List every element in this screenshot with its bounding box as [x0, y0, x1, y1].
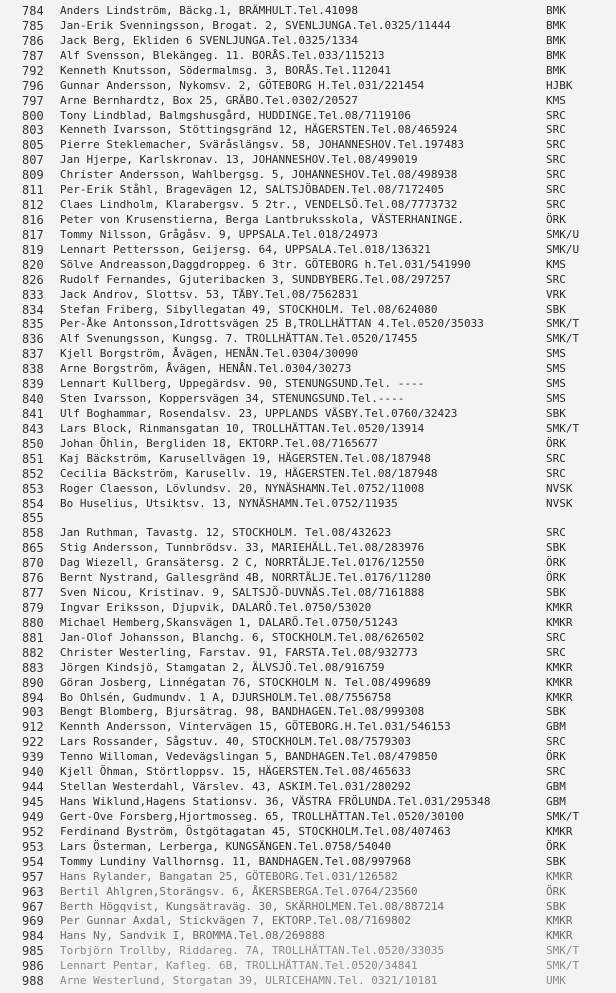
- club-code: GBM: [546, 720, 566, 734]
- member-number: 957: [22, 869, 44, 884]
- member-row: [0, 496, 616, 512]
- club-code: SMS: [546, 392, 566, 405]
- club-code: GBM: [546, 795, 566, 808]
- member-number: 854: [22, 496, 44, 511]
- member-number: 792: [22, 63, 44, 78]
- club-code: SMK/T: [546, 421, 580, 435]
- club-code: SMK/U: [546, 242, 580, 256]
- member-details: Sölve Andreasson,Daggdroppeg. 6 3tr. GÖTEBORG h.Tel.031/541990: [60, 257, 471, 271]
- member-details: Jack Berg, Ekliden 6 SVENLJUNGA.Tel.0325/1334: [60, 33, 359, 47]
- member-details: Claes Lindholm, Klarabergsv. 5 2tr., VENDELSÖ.Tel.08/7773732: [60, 198, 458, 211]
- member-details: Lars Block, Rinmansgatan 10, TROLLHÄTTAN.Tel.0520/13914: [60, 421, 425, 435]
- member-number: 870: [22, 556, 44, 571]
- member-row: [0, 540, 616, 556]
- member-number: 819: [22, 242, 44, 257]
- member-details: Peter von Krusenstierna, Berga Lantbruksskola, VÄSTERHANINGE.: [60, 212, 464, 226]
- member-row: [0, 451, 616, 467]
- member-row: [0, 585, 616, 601]
- member-details: Arne Borgström, Åvägen, HENÅN.Tel.0304/30273: [60, 362, 352, 376]
- member-row: [0, 854, 616, 870]
- club-code: SBK: [546, 854, 566, 868]
- member-row: [0, 973, 616, 989]
- member-details: Alf Svenungsson, Kungsg. 7. TROLLHÄTTAN.Tel.0520/17455: [60, 332, 418, 346]
- member-number: 876: [22, 571, 44, 586]
- member-number: 952: [22, 824, 44, 839]
- club-code: SMK/U: [546, 227, 580, 241]
- member-row: [0, 690, 616, 706]
- member-details: Stefan Friberg, Sibyllegatan 49, STOCKHOLM. Tel.08/624080: [60, 302, 438, 316]
- member-details: Bernt Nystrand, Gallesgränd 4B, NORRTÄLJE.Tel.0176/11280: [60, 571, 431, 585]
- member-row: [0, 660, 616, 676]
- club-code: KMKR: [546, 675, 573, 689]
- member-number: 858: [22, 526, 44, 541]
- club-code: SBK: [546, 586, 566, 599]
- member-row: [0, 212, 616, 228]
- member-details: Tenno Willoman, Vedevägslingan 5, BANDHAGEN.Tel.08/479850: [60, 750, 438, 764]
- member-row: [0, 869, 616, 885]
- club-code: SMS: [546, 377, 566, 391]
- member-number: 986: [22, 959, 44, 974]
- member-details: Stellan Westerdahl, Värslev. 43, ASKIM.Tel.031/280292: [60, 780, 411, 794]
- member-row: [0, 316, 616, 332]
- member-number: 855: [22, 511, 44, 526]
- member-row: [0, 391, 616, 407]
- club-code: SRC: [546, 108, 566, 122]
- club-code: SRC: [546, 451, 566, 465]
- member-number: 949: [22, 809, 44, 824]
- member-row: [0, 734, 616, 750]
- member-details: Bengt Blomberg, Bjursätrag. 98, BANDHAGEN.Tel.08/999308: [60, 705, 425, 719]
- club-code: SRC: [546, 168, 566, 182]
- member-row: [0, 33, 616, 49]
- member-details: Gert-Ove Forsberg,Hjortmosseg. 65, TROLLHÄTTAN.Tel.0520/30100: [60, 809, 464, 823]
- member-number: 883: [22, 660, 44, 675]
- member-row: [0, 779, 616, 795]
- member-row: [0, 93, 616, 109]
- club-code: SMK/T: [546, 317, 580, 331]
- member-row: [0, 719, 616, 735]
- member-details: Hans Wiklund,Hagens Stationsv. 36, VÄSTRA FRÖLUNDA.Tel.031/295348: [60, 795, 491, 808]
- member-number: 809: [22, 168, 44, 183]
- member-row: [0, 794, 616, 810]
- club-code: KMKR: [546, 869, 573, 883]
- member-number: 785: [22, 18, 44, 33]
- member-row: [0, 749, 616, 765]
- club-code: KMKR: [546, 690, 573, 704]
- member-number: 903: [22, 705, 44, 720]
- member-number: 953: [22, 839, 44, 854]
- member-details: Kenneth Ivarsson, Stöttingsgränd 12, HÄGERSTEN.Tel.08/465924: [60, 123, 458, 137]
- member-row: [0, 78, 616, 94]
- member-row: [0, 839, 616, 855]
- member-number: 882: [22, 645, 44, 660]
- club-code: KMKR: [546, 929, 573, 943]
- member-number: 879: [22, 601, 44, 615]
- member-row: [0, 481, 616, 497]
- member-row: [0, 346, 616, 362]
- member-details: Lennart Pettersson, Geijersg. 64, UPPSALA.Tel.018/136321: [60, 242, 431, 256]
- member-number: 786: [22, 33, 44, 48]
- member-number: 922: [22, 735, 44, 750]
- member-row: [0, 884, 616, 900]
- member-row: [0, 242, 616, 258]
- member-number: 805: [22, 138, 44, 153]
- member-row: [0, 704, 616, 720]
- club-code: KMS: [546, 257, 566, 271]
- club-code: SMK/T: [546, 809, 580, 823]
- member-details: Sven Nicou, Kristinav. 9, SALTSJÖ-DUVNÄS.Tel.08/7161888: [60, 586, 425, 599]
- club-code: NVSK: [546, 496, 573, 510]
- member-details: Arne Westerlund, Storgatan 39, ULRICEHAMN.Tel. 0321/10181: [60, 974, 438, 988]
- member-details: Berth Högqvist, Kungsätraväg. 30, SKÄRHOLMEN.Tel.08/887214: [60, 899, 445, 913]
- club-code: SRC: [546, 735, 566, 749]
- club-code: ÖRK: [546, 750, 566, 764]
- member-row: [0, 63, 616, 79]
- member-number: 940: [22, 765, 44, 780]
- member-number: 944: [22, 780, 44, 795]
- member-details: Jan Ruthman, Tavastg. 12, STOCKHOLM. Tel.08/432623: [60, 526, 392, 540]
- member-row: [0, 257, 616, 273]
- member-row: [0, 809, 616, 825]
- club-code: SMS: [546, 362, 566, 376]
- member-details: Kaj Bäckström, Karusellvägen 19, HÄGERSTEN.Tel.08/187948: [60, 451, 431, 465]
- member-number: 841: [22, 407, 44, 421]
- member-row: [0, 287, 616, 303]
- club-code: SRC: [546, 272, 566, 286]
- member-details: Jan Hjerpe, Karlskronav. 13, JOHANNESHOV.Tel.08/499019: [60, 153, 418, 167]
- club-code: KMKR: [546, 601, 573, 614]
- member-number: 833: [22, 287, 44, 302]
- member-row: [0, 227, 616, 243]
- club-code: SMK/T: [546, 332, 580, 346]
- member-details: Torbjörn Trollby, Riddareg. 7A, TROLLHÄTTAN.Tel.0520/33035: [60, 944, 445, 958]
- member-details: Kennth Andersson, Vintervägen 15, GÖTEBORG.H.Tel.031/546153: [60, 720, 451, 734]
- club-code: KMKR: [546, 914, 573, 928]
- member-details: Johan Öhlin, Bergliden 18, EKTORP.Tel.08/7165677: [60, 436, 378, 450]
- club-code: ÖRK: [546, 436, 566, 450]
- member-number: 984: [22, 929, 44, 944]
- member-details: Jack Androv, Slottsv. 53, TÄBY.Tel.08/7562831: [60, 287, 359, 301]
- member-row: [0, 182, 616, 198]
- member-number: 840: [22, 392, 44, 406]
- club-code: SBK: [546, 541, 566, 555]
- club-code: SRC: [546, 466, 566, 480]
- club-code: ÖRK: [546, 571, 566, 585]
- member-number: 826: [22, 272, 44, 287]
- member-row: [0, 555, 616, 571]
- member-details: Gunnar Andersson, Nykomsv. 2, GÖTEBORG H.Tel.031/221454: [60, 78, 425, 92]
- member-details: Cecilia Bäckström, Karusellv. 19, HÄGERSTEN.Tel.08/187948: [60, 466, 438, 480]
- member-row: [0, 3, 616, 19]
- member-row: [0, 122, 616, 138]
- member-number: 838: [22, 362, 44, 377]
- member-details: Per Gunnar Axdal, Stickvägen 7, EKTORP.Tel.08/7169802: [60, 914, 411, 928]
- member-row: [0, 361, 616, 377]
- club-code: SBK: [546, 899, 566, 913]
- member-number: 853: [22, 481, 44, 496]
- member-number: 969: [22, 914, 44, 929]
- club-code: SBK: [546, 302, 566, 316]
- member-number: 784: [22, 4, 44, 18]
- member-number: 963: [22, 884, 44, 899]
- member-row: [0, 913, 616, 929]
- member-details: Tommy Nilsson, Grågåsv. 9, UPPSALA.Tel.018/24973: [60, 227, 378, 241]
- member-row: [0, 436, 616, 452]
- club-code: BMK: [546, 63, 566, 77]
- member-number: 843: [22, 421, 44, 436]
- member-number: 945: [22, 795, 44, 809]
- member-row: [0, 675, 616, 691]
- member-details: Ulf Boghammar, Rosendalsv. 23, UPPLANDS VÄSBY.Tel.0760/32423: [60, 407, 458, 420]
- member-details: Bo Ohlsén, Gudmundv. 1 A, DJURSHOLM.Tel.08/7556758: [60, 690, 392, 704]
- club-code: ÖRK: [546, 884, 566, 898]
- club-code: BMK: [546, 48, 566, 62]
- club-code: ÖRK: [546, 556, 566, 570]
- member-number: 807: [22, 153, 44, 168]
- member-number: 851: [22, 451, 44, 466]
- member-details: Tommy Lundiny Vallhornsg. 11, BANDHAGEN.Tel.08/997968: [60, 854, 411, 868]
- member-number: 865: [22, 541, 44, 556]
- member-details: Christer Westerling, Farstav. 91, FARSTA.Tel.08/932773: [60, 645, 418, 659]
- member-number: 803: [22, 123, 44, 138]
- club-code: SBK: [546, 407, 566, 420]
- club-code: BMK: [546, 18, 566, 32]
- member-number: 852: [22, 466, 44, 481]
- member-details: Jan-Olof Johansson, Blanchg. 6, STOCKHOLM.Tel.08/626502: [60, 630, 425, 644]
- club-code: SRC: [546, 526, 566, 540]
- member-number: 954: [22, 854, 44, 869]
- club-code: GBM: [546, 780, 566, 794]
- club-code: HJBK: [546, 78, 573, 92]
- member-row: [0, 48, 616, 64]
- club-code: SMK/T: [546, 944, 580, 958]
- member-details: Göran Josberg, Linnégatan 76, STOCKHOLM N. Tel.08/499689: [60, 675, 431, 689]
- member-details: Kjell Borgström, Åvägen, HENÅN.Tel.0304/30090: [60, 347, 359, 361]
- member-number: 985: [22, 944, 44, 959]
- member-details: Jan-Erik Svenningsson, Brogat. 2, SVENLJUNGA.Tel.0325/11444: [60, 18, 451, 32]
- member-row: [0, 331, 616, 347]
- member-number: 988: [22, 974, 44, 989]
- club-code: KMKR: [546, 615, 573, 629]
- club-code: SMS: [546, 347, 566, 361]
- member-row: [0, 421, 616, 437]
- member-details: Bo Huselius, Utsiktsv. 13, NYNÄSHAMN.Tel.0752/11935: [60, 496, 398, 510]
- member-row: [0, 928, 616, 944]
- member-row: [0, 645, 616, 661]
- member-details: Roger Claesson, Lövlundsv. 20, NYNÄSHAMN.Tel.0752/11008: [60, 481, 425, 495]
- club-code: SMK/T: [546, 959, 580, 973]
- member-details: Jörgen Kindsjö, Stamgatan 2, ÄLVSJÖ.Tel.08/916759: [60, 660, 385, 674]
- member-details: Hans Rylander, Bangatan 25, GÖTEBORG.Tel.031/126582: [60, 869, 398, 883]
- member-number: 800: [22, 108, 44, 123]
- club-code: SRC: [546, 123, 566, 137]
- member-row: [0, 108, 616, 124]
- member-number: 912: [22, 720, 44, 735]
- member-details: Per-Erik Ståhl, Bragevägen 12, SALTSJÖBADEN.Tel.08/7172405: [60, 183, 445, 197]
- member-number: 967: [22, 899, 44, 914]
- member-number: 835: [22, 317, 44, 332]
- club-code: SRC: [546, 138, 566, 152]
- member-row: [0, 600, 616, 616]
- member-details: Lars Österman, Lerberga, KUNGSÄNGEN.Tel.0758/54040: [60, 839, 392, 853]
- member-details: Hans Ny, Sandvik I, BROMMA.Tel.08/269888: [60, 929, 325, 943]
- member-details: Lennart Kullberg, Uppegärdsv. 90, STENUNGSUND.Tel. ----: [60, 377, 425, 391]
- member-number: 812: [22, 198, 44, 212]
- member-number: 817: [22, 227, 44, 242]
- member-details: Stig Andersson, Tunnbrödsv. 33, MARIEHÄLL.Tel.08/283976: [60, 541, 425, 555]
- member-row: [0, 302, 616, 318]
- club-code: KMKR: [546, 660, 573, 674]
- club-code: BMK: [546, 4, 566, 17]
- club-code: VRK: [546, 287, 566, 301]
- member-row: [0, 152, 616, 168]
- member-number: 894: [22, 690, 44, 705]
- club-code: ÖRK: [546, 839, 566, 853]
- club-code: KMS: [546, 93, 566, 107]
- member-row: [0, 466, 616, 482]
- member-details: Arne Bernhardtz, Box 25, GRÄBO.Tel.0302/20527: [60, 93, 359, 107]
- club-code: SRC: [546, 765, 566, 779]
- member-number: 877: [22, 586, 44, 600]
- member-row: [0, 376, 616, 392]
- member-details: Alf Svensson, Blekängeg. 11. BORÅS.Tel.033/115213: [60, 48, 385, 62]
- member-number: 939: [22, 750, 44, 765]
- member-details: Christer Andersson, Wahlbergsg. 5, JOHANNESHOV.Tel.08/498938: [60, 168, 458, 182]
- member-row: [0, 943, 616, 959]
- member-number: 850: [22, 436, 44, 451]
- member-details: Rudolf Fernandes, Gjuteribacken 3, SUNDBYBERG.Tel.08/297257: [60, 272, 451, 286]
- member-number: 836: [22, 332, 44, 347]
- member-details: Tony Lindblad, Balmgshusgård, HUDDINGE.Tel.08/7119106: [60, 108, 411, 122]
- member-number: 837: [22, 347, 44, 362]
- member-row: [0, 899, 616, 915]
- member-row: [0, 615, 616, 631]
- member-details: Ingvar Eriksson, Djupvik, DALARÖ.Tel.0750/53020: [60, 601, 372, 614]
- member-details: Michael Hemberg,Skansvägen 1, DALARÖ.Tel.0750/51243: [60, 615, 398, 629]
- member-row: [0, 525, 616, 541]
- club-code: NVSK: [546, 481, 573, 495]
- member-details: Kjell Öhman, Störtloppsv. 15, HÄGERSTEN.Tel.08/465633: [60, 765, 411, 779]
- member-number: 811: [22, 183, 44, 198]
- member-number: 839: [22, 377, 44, 392]
- member-number: 881: [22, 630, 44, 645]
- member-details: Dag Wiezell, Gransätersg. 2 C, NORRTÄLJE.Tel.0176/12550: [60, 556, 425, 570]
- member-row: [0, 958, 616, 974]
- member-row: [0, 764, 616, 780]
- member-details: Bertil Ahlgren,Storängsv. 6, ÅKERSBERGA.Tel.0764/23560: [60, 884, 418, 898]
- member-details: Pierre Steklemacher, Sväråslängsv. 58, JOHANNESHOV.Tel.197483: [60, 138, 464, 152]
- member-details: Anders Lindström, Bäckg.1, BRÄMHULT.Tel.41098: [60, 4, 359, 17]
- member-number: 880: [22, 615, 44, 630]
- member-row: [0, 197, 616, 213]
- club-code: SRC: [546, 183, 566, 197]
- club-code: SRC: [546, 198, 566, 211]
- club-code: BMK: [546, 33, 566, 47]
- member-row: [0, 570, 616, 586]
- member-number: 890: [22, 675, 44, 690]
- club-code: KMKR: [546, 824, 573, 838]
- member-number: 816: [22, 212, 44, 227]
- member-details: Lars Rossander, Sågstuv. 40, STOCKHOLM.Tel.08/7579303: [60, 735, 411, 749]
- club-code: SRC: [546, 645, 566, 659]
- member-details: Kenneth Knutsson, Södermalmsg. 3, BORÅS.Tel.112041: [60, 63, 392, 77]
- member-row: [0, 824, 616, 840]
- member-number: 834: [22, 302, 44, 317]
- member-number: 796: [22, 78, 44, 93]
- member-row: [0, 272, 616, 288]
- member-row: [0, 510, 616, 526]
- member-row: [0, 167, 616, 183]
- club-code: ÖRK: [546, 212, 566, 226]
- member-number: 787: [22, 48, 44, 63]
- member-number: 797: [22, 93, 44, 108]
- member-number: 820: [22, 257, 44, 272]
- club-code: SBK: [546, 705, 566, 719]
- member-row: [0, 630, 616, 646]
- member-details: Ferdinand Byström, Östgötagatan 45, STOCKHOLM.Tel.08/407463: [60, 824, 451, 838]
- member-details: Per-Åke Antonsson,Idrottsvägen 25 B,TROLLHÄTTAN 4.Tel.0520/35033: [60, 317, 484, 331]
- club-code: UMK: [546, 974, 566, 988]
- club-code: SRC: [546, 630, 566, 644]
- member-details: Lennart Pentar, Kafleg. 6B, TROLLHÄTTAN.Tel.0520/34841: [60, 959, 418, 973]
- member-row: [0, 18, 616, 34]
- club-code: SRC: [546, 153, 566, 167]
- member-details: Sten Ivarsson, Koppersvägen 34, STENUNGSUND.Tel.----: [60, 392, 405, 405]
- member-row: [0, 137, 616, 153]
- member-row: [0, 406, 616, 422]
